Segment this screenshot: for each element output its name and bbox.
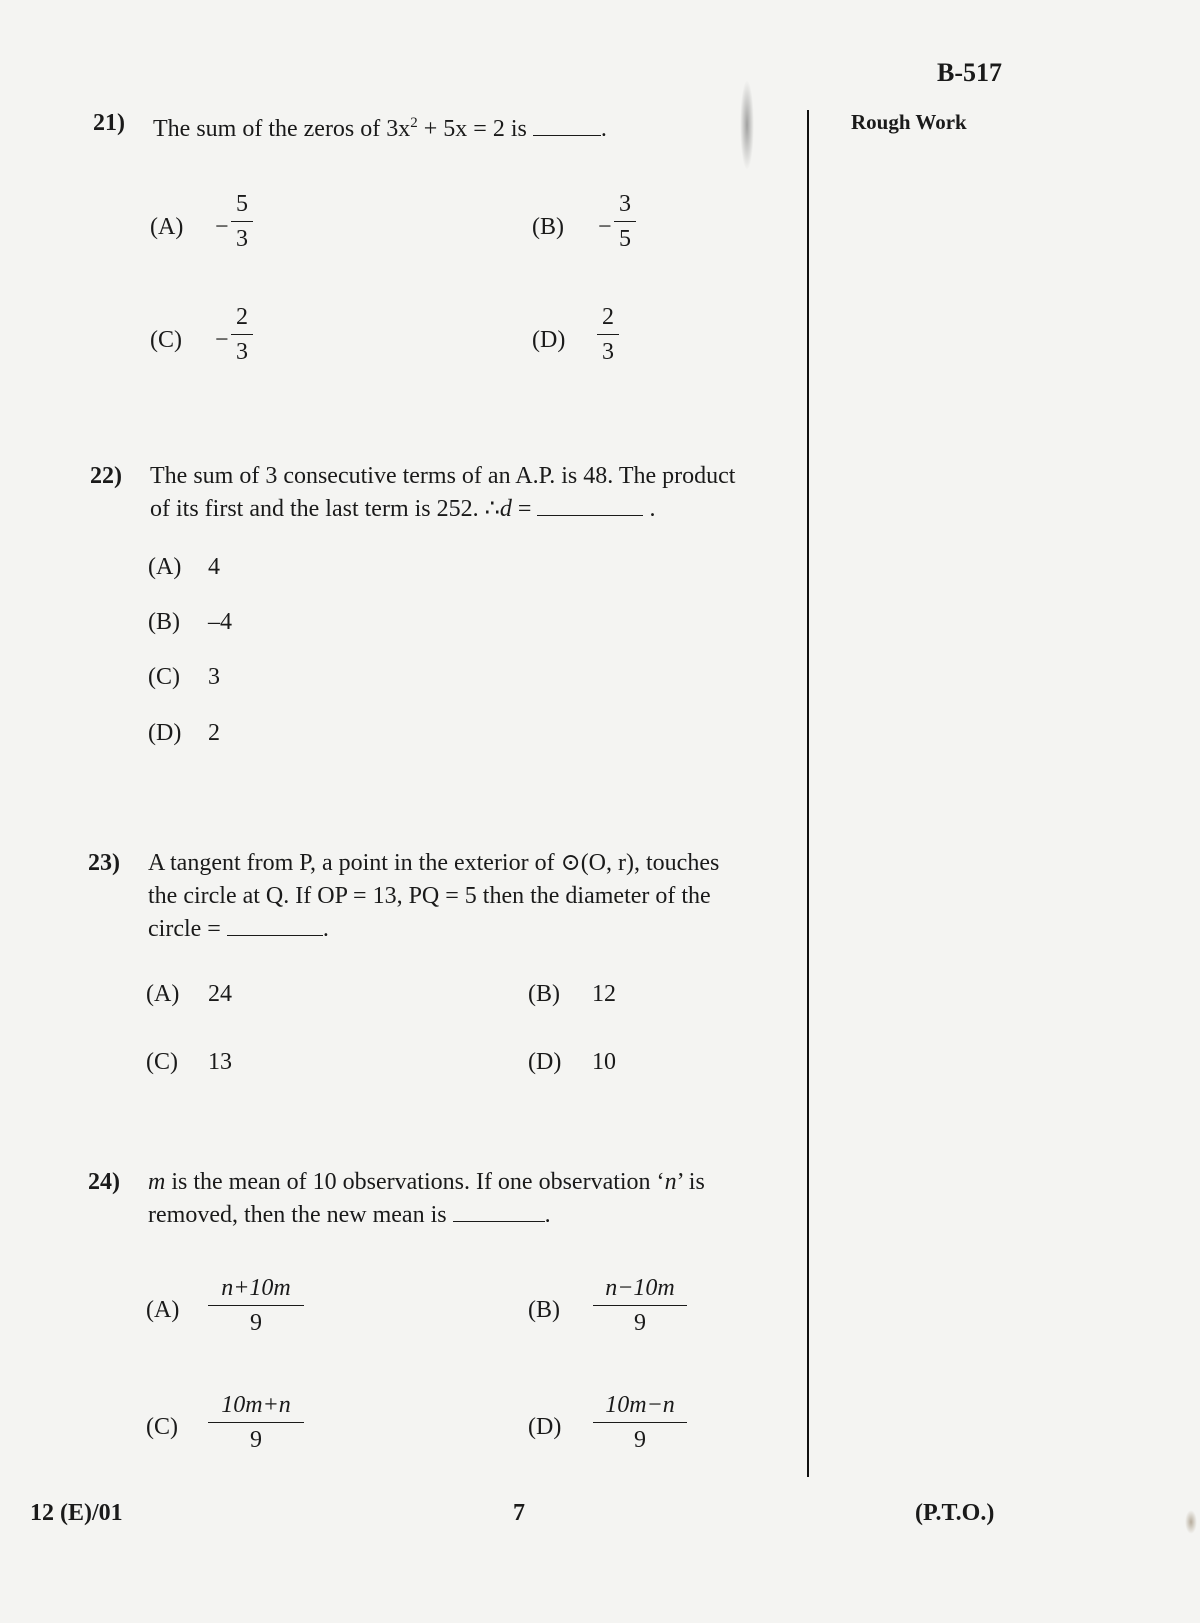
question-23: [88, 847, 803, 947]
option-label: (D): [532, 327, 566, 353]
question-text-line1: A tangent from P, a point in the exterior of ⊙(O, r), touches: [148, 850, 720, 876]
option-label: (C): [146, 1049, 178, 1075]
question-24: [88, 1166, 803, 1236]
column-divider: [807, 110, 809, 1477]
fraction: $\frac{2}{3}$: [597, 302, 619, 367]
question-number: 24): [88, 1169, 120, 1195]
question-text-line2: of its first and the last term is 252. ∴d = .: [150, 493, 655, 526]
option-label: (A): [146, 1297, 180, 1323]
minus-sign: −: [215, 327, 229, 353]
question-text-line3: circle = .: [148, 913, 329, 946]
option-label: (C): [146, 1414, 178, 1440]
minus-sign: −: [598, 214, 612, 240]
pto-label: (P.T.O.): [915, 1500, 995, 1526]
option-label: (A): [148, 554, 182, 580]
option-label: (C): [150, 327, 182, 353]
option-label: (B): [528, 981, 560, 1007]
page-number: 7: [513, 1500, 525, 1526]
option-value: 4: [208, 554, 220, 580]
option-label: (D): [148, 720, 182, 746]
fraction: $\frac{10m-n}{9}$: [593, 1390, 687, 1455]
option-value: 10: [592, 1049, 616, 1075]
question-number: 22): [90, 463, 122, 489]
option-label: (D): [528, 1414, 562, 1440]
option-label: (A): [150, 214, 184, 240]
option-label: (B): [532, 214, 564, 240]
question-21: [93, 107, 793, 147]
question-text-line2: the circle at Q. If OP = 13, PQ = 5 then the diameter of the: [148, 883, 711, 909]
option-label: (B): [148, 609, 180, 635]
scan-edge-mark: [1185, 1510, 1197, 1534]
fraction: $\frac{2}{3}$: [231, 302, 253, 367]
question-text-line1: m is the mean of 10 observations. If one observation ‘n’ is: [148, 1169, 705, 1195]
minus-sign: −: [215, 214, 229, 240]
option-value: 3: [208, 664, 220, 690]
fraction: $\frac{10m+n}{9}$: [208, 1390, 304, 1455]
option-value: 24: [208, 981, 232, 1007]
paper-code: B-517: [937, 58, 1002, 87]
footer-code: 12 (E)/01: [30, 1500, 123, 1526]
option-label: (B): [528, 1297, 560, 1323]
question-text: The sum of the zeros of $3x^2 + 5x = 2$ is .: [153, 115, 607, 142]
question-number: 21): [93, 110, 125, 136]
fraction: $\frac{3}{5}$: [614, 189, 636, 254]
question-text-line1: The sum of 3 consecutive terms of an A.P. is 48. The product: [150, 463, 736, 489]
option-label: (C): [148, 664, 180, 690]
option-value: –4: [208, 609, 232, 635]
fraction: $\frac{5}{3}$: [231, 189, 253, 254]
question-text-line2: removed, then the new mean is .: [148, 1199, 551, 1232]
option-value: 12: [592, 981, 616, 1007]
fraction: $\frac{n-10m}{9}$: [593, 1273, 687, 1338]
question-number: 23): [88, 850, 120, 876]
rough-work-label: Rough Work: [851, 110, 967, 134]
option-value: 2: [208, 720, 220, 746]
question-22: [90, 460, 800, 530]
fraction: $\frac{n+10m}{9}$: [208, 1273, 304, 1338]
option-label: (A): [146, 981, 180, 1007]
option-label: (D): [528, 1049, 562, 1075]
option-value: 13: [208, 1049, 232, 1075]
